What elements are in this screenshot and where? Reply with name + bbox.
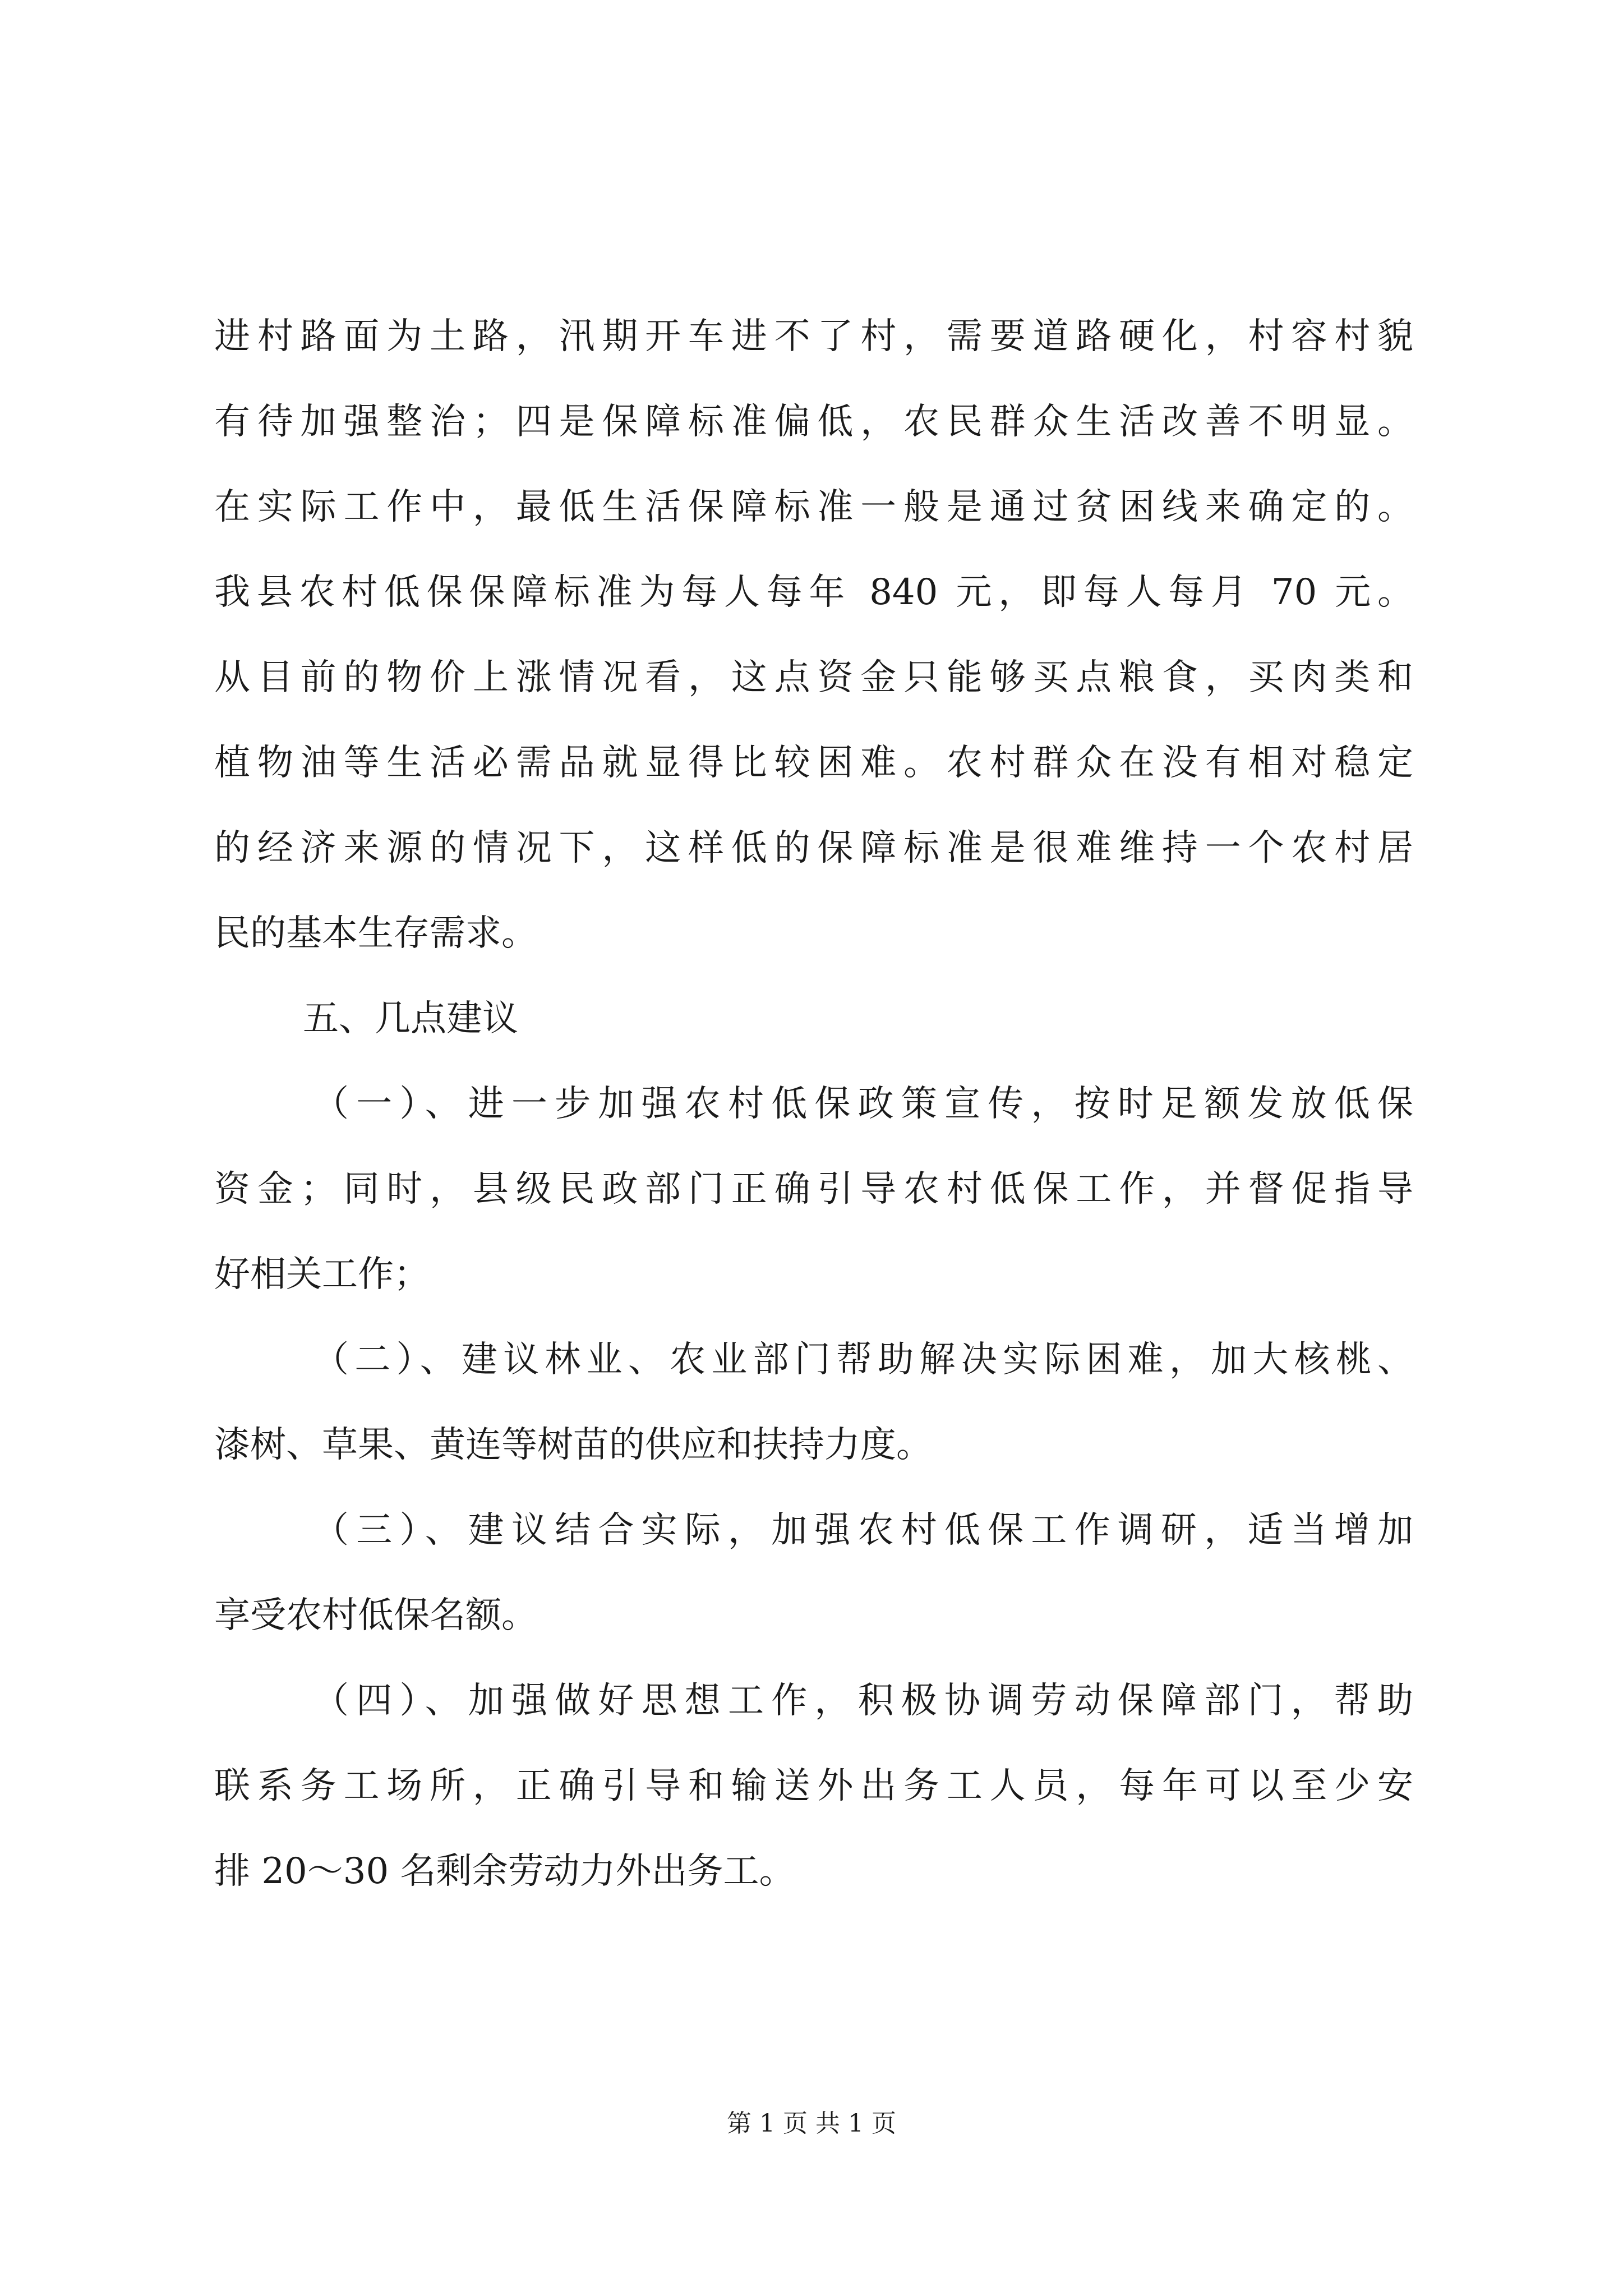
page-number-footer: 第 1 页 共 1 页 (727, 2109, 896, 2138)
suggestion-line: 排 20～30 名剩余劳动力外出务工。 (214, 1851, 795, 1892)
paragraph-line: 植物油等生活必需品就显得比较困难。农村群众在没有相对稳定 (214, 742, 1413, 784)
section-heading: 五、几点建议 (303, 998, 518, 1039)
paragraph-line: 在实际工作中，最低生活保障标准一般是通过贫困线来确定的。 (214, 486, 1413, 528)
suggestion-line: 好相关工作； (214, 1254, 430, 1295)
suggestion-line: （二）、建议林业、农业部门帮助解决实际困难，加大核桃、 (313, 1339, 1413, 1381)
suggestion-line: 享受农村低保名额。 (214, 1595, 537, 1636)
suggestion-line: （四）、加强做好思想工作，积极协调劳动保障部门，帮助 (313, 1680, 1413, 1722)
paragraph-line: 有待加强整治；四是保障标准偏低，农民群众生活改善不明显。 (214, 401, 1413, 443)
paragraph-line: 进村路面为土路，汛期开车进不了村，需要道路硬化，村容村貌 (214, 316, 1413, 357)
suggestion-line: 联系务工场所，正确引导和输送外出务工人员，每年可以至少安 (214, 1765, 1413, 1807)
suggestion-line: 漆树、草果、黄连等树苗的供应和扶持力度。 (214, 1424, 932, 1466)
paragraph-line: 我县农村低保保障标准为每人每年 840 元，即每人每月 70 元。 (214, 572, 1413, 613)
paragraph-line: 民的基本生存需求。 (214, 913, 537, 954)
paragraph-line: 从目前的物价上涨情况看，这点资金只能够买点粮食，买肉类和 (214, 657, 1413, 698)
suggestion-line: 资金；同时，县级民政部门正确引导农村低保工作，并督促指导 (214, 1168, 1413, 1210)
suggestion-line: （一）、进一步加强农村低保政策宣传，按时足额发放低保 (313, 1083, 1413, 1125)
paragraph-line: 的经济来源的情况下，这样低的保障标准是很难维持一个农村居 (214, 827, 1413, 869)
suggestion-line: （三）、建议结合实际，加强农村低保工作调研，适当增加 (313, 1510, 1413, 1551)
